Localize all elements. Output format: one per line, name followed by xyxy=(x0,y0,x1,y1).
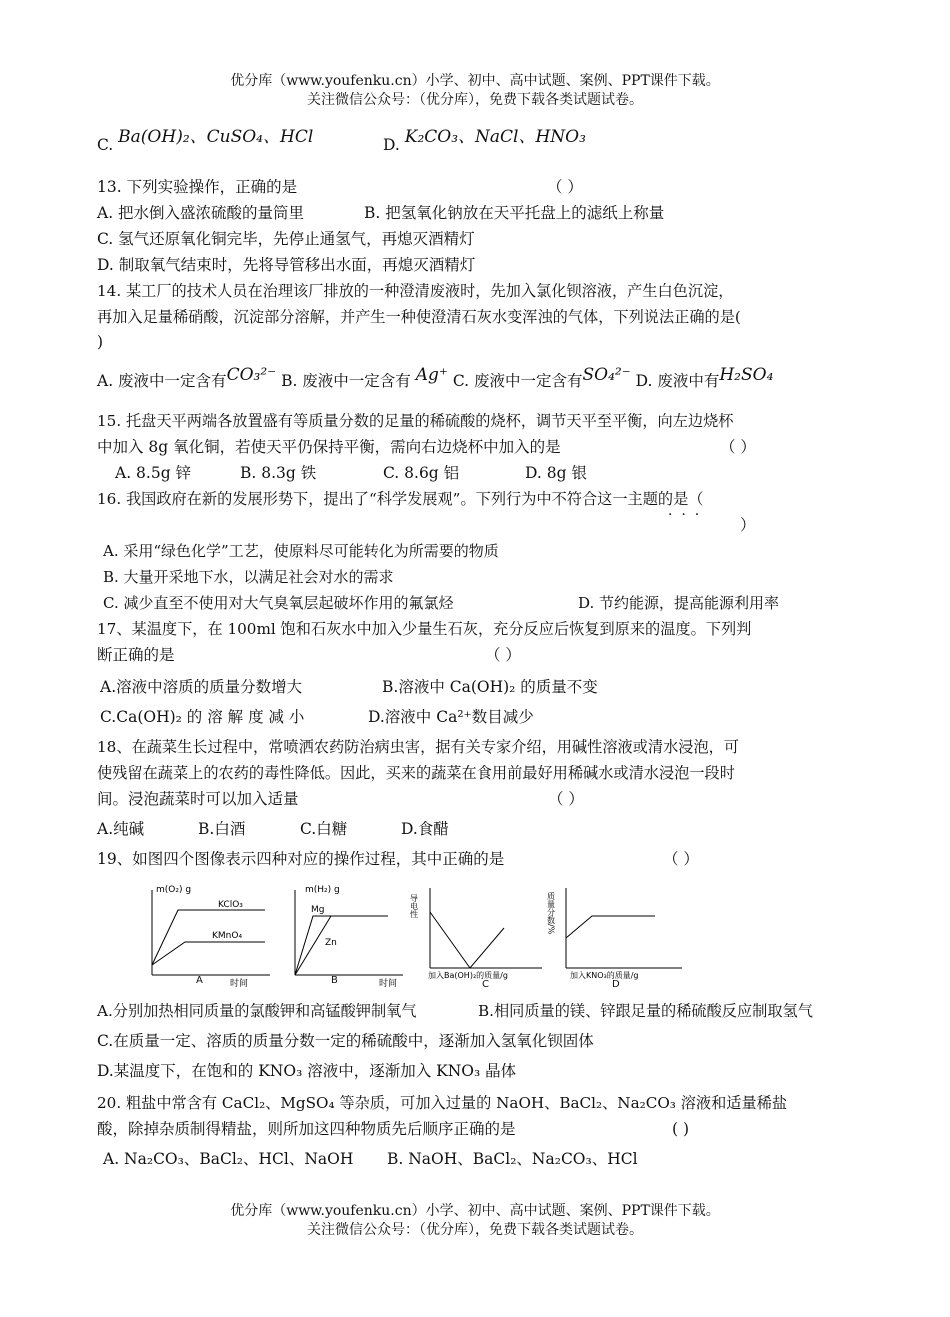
q14-option-d-text: D. 废液中有 xyxy=(635,372,720,390)
q14-option-d-formula: H₂SO₄ xyxy=(719,365,774,385)
graph-b-series1: Mg xyxy=(311,905,325,915)
q14-option-a-formula: CO₃²⁻ xyxy=(226,365,277,385)
q12-option-c-label: C. xyxy=(97,136,114,154)
q16-bracket-close: ） xyxy=(740,516,756,534)
q16-option-a: A. 采用“绿色化学”工艺，使原料尽可能转化为所需要的物质 xyxy=(103,542,499,560)
q13-option-b: B. 把氢氧化钠放在天平托盘上的滤纸上称量 xyxy=(364,204,665,222)
footer-line-2: 关注微信公众号：（优分库），免费下载各类试题试卷。 xyxy=(307,1222,643,1238)
graph-c-letter: C xyxy=(482,979,489,990)
q15-line-2: 中加入 8g 氧化铜，若使天平仍保持平衡，需向右边烧杯中加入的是 xyxy=(97,438,561,456)
graph-a-series2: KMnO₄ xyxy=(212,931,243,941)
graph-a-curve-kmno4 xyxy=(152,942,265,965)
q18-option-d: D.食醋 xyxy=(401,820,449,838)
q20-line-1: 20. 粗盐中常含有 CaCl₂、MgSO₄ 等杂质，可加入过量的 NaOH、BaCl₂、Na₂CO₃ 溶液和适量稀盐 xyxy=(97,1094,788,1112)
graph-a-svg xyxy=(140,880,275,990)
q17-option-d: D.溶液中 Ca²⁺数目减少 xyxy=(368,708,534,726)
q12-option-d-label: D. xyxy=(383,136,400,154)
q13-option-c: C. 氢气还原氧化铜完毕，先停止通氢气，再熄灭酒精灯 xyxy=(97,230,475,248)
graph-c-xlabel: 加入Ba(OH)₂的质量/g xyxy=(428,971,508,980)
graph-c-curve xyxy=(430,912,504,968)
graph-c xyxy=(409,880,547,994)
q19-option-a: A.分别加热相同质量的氯酸钾和高锰酸钾制氧气 xyxy=(97,1002,417,1020)
q15-bracket: （ ） xyxy=(720,438,756,456)
q14-option-b-formula: Ag⁺ xyxy=(415,365,448,385)
q20-bracket: ( ) xyxy=(672,1120,690,1138)
q19-option-c: C.在质量一定、溶质的质量分数一定的稀硫酸中，逐渐加入氢氧化钡固体 xyxy=(97,1032,594,1050)
q17-option-b: B.溶液中 Ca(OH)₂ 的质量不变 xyxy=(382,678,598,696)
q19-stem: 19、如图四个图像表示四种对应的操作过程，其中正确的是 xyxy=(97,850,505,868)
graph-a-ylabel: m(O₂) g xyxy=(156,885,192,895)
q14-line-3: ) xyxy=(97,333,104,351)
emphasis-dots: · · · xyxy=(668,507,700,523)
q13-option-d: D. 制取氧气结束时，先将导管移出水面，再熄灭酒精灯 xyxy=(97,256,476,274)
graph-b-series2: Zn xyxy=(325,938,337,948)
q18-line-2: 使残留在蔬菜上的农药的毒性降低。因此，买来的蔬菜在食用前最好用稀碱水或清水浸泡一段时 xyxy=(97,764,735,782)
q14-options xyxy=(97,365,774,391)
header-line-2: 关注微信公众号：（优分库），免费下载各类试题试卷。 xyxy=(307,92,643,108)
graph-d-svg xyxy=(546,880,690,990)
graph-b-ylabel: m(H₂) g xyxy=(305,885,340,895)
q18-line-3: 间。浸泡蔬菜时可以加入适量 xyxy=(97,790,299,808)
graph-c-svg xyxy=(409,880,547,990)
q17-line-2: 断正确的是 xyxy=(97,646,175,664)
graph-d-xlabel: 加入KNO₃的质量/g xyxy=(570,971,639,980)
q18-option-b: B.白酒 xyxy=(198,820,246,838)
q20-line-2: 酸，除掉杂质制得精盐，则所加这四种物质先后顺序正确的是 xyxy=(97,1120,516,1138)
q14-line-1: 14. 某工厂的技术人员在治理该厂排放的一种澄清废液时，先加入氯化钡溶液，产生白色沉淀， xyxy=(97,282,734,300)
q14-line-2: 再加入足量稀硝酸，沉淀部分溶解，并产生一种使澄清石灰水变浑浊的气体，下列说法正确的是( xyxy=(97,308,741,326)
q12-option-d-formula: K₂CO₃、NaCl、HNO₃ xyxy=(404,127,586,147)
q13-option-a: A. 把水倒入盛浓硫酸的量筒里 xyxy=(97,204,305,222)
graph-a-letter: A xyxy=(196,975,203,986)
q14-option-c-text: C. 废液中一定含有 xyxy=(452,372,583,390)
graph-a-xlabel: 时间 xyxy=(230,979,249,989)
q20-option-a: A. Na₂CO₃、BaCl₂、HCl、NaOH xyxy=(103,1150,354,1168)
graph-b-xlabel: 时间 xyxy=(379,979,398,989)
q17-line-1: 17、某温度下，在 100ml 饱和石灰水中加入少量生石灰，充分反应后恢复到原来的温度。下列判 xyxy=(97,620,752,638)
q12-option-d xyxy=(383,127,586,155)
q12-option-c-formula: Ba(OH)₂、CuSO₄、HCl xyxy=(118,127,314,147)
graph-b-curve-mg xyxy=(295,916,388,975)
q15-line-1: 15. 托盘天平两端各放置盛有等质量分数的足量的稀硫酸的烧杯，调节天平至平衡，向左边烧杯 xyxy=(97,412,734,430)
q16-option-b: B. 大量开采地下水，以满足社会对水的需求 xyxy=(103,568,394,586)
q16-option-c: C. 减少直至不使用对大气臭氧层起破坏作用的氟氯烃 xyxy=(103,594,454,612)
q16-line-1: 16. 我国政府在新的发展形势下，提出了“科学发展观”。下列行为中不符合这一主题的是（ xyxy=(97,490,704,508)
graph-a xyxy=(140,880,275,994)
footer-line-1: 优分库（www.youfenku.cn）小学、初中、高中试题、案例、PPT课件下载。 xyxy=(230,1203,720,1219)
graph-d-ylabel: 质量分数/% xyxy=(546,892,556,935)
q18-option-c: C.白糖 xyxy=(300,820,348,838)
q15-option-b: B. 8.3g 铁 xyxy=(240,464,317,482)
q14-option-b-text: B. 废液中一定含有 xyxy=(281,372,411,390)
graph-a-curve-kclo3 xyxy=(152,910,265,965)
q14-option-a-text: A. 废液中一定含有 xyxy=(97,372,227,390)
q18-line-1: 18、在蔬菜生长过程中，常喷洒农药防治病虫害，据有关专家介绍，用碱性溶液或清水浸泡，可 xyxy=(97,738,740,756)
q12-option-c xyxy=(97,127,314,155)
graph-a-series1: KClO₃ xyxy=(218,900,243,910)
q15-option-c: C. 8.6g 铝 xyxy=(383,464,460,482)
graph-d-curve xyxy=(566,916,655,938)
header-line-1: 优分库（www.youfenku.cn）小学、初中、高中试题、案例、PPT课件下载。 xyxy=(230,73,720,89)
q15-option-a: A. 8.5g 锌 xyxy=(115,464,192,482)
q17-option-a: A.溶液中溶质的质量分数增大 xyxy=(100,678,303,696)
graph-d-letter: D xyxy=(612,979,620,990)
q16-option-d: D. 节约能源，提高能源利用率 xyxy=(578,594,780,612)
graph-b-svg xyxy=(283,880,408,990)
q19-bracket: （ ） xyxy=(663,850,699,868)
q13-stem: 13. 下列实验操作，正确的是 xyxy=(97,178,298,196)
q17-option-c: C.Ca(OH)₂ 的 溶 解 度 减 小 xyxy=(100,708,305,726)
q18-bracket: （ ） xyxy=(548,790,584,808)
q18-option-a: A.纯碱 xyxy=(97,820,145,838)
graph-b-letter: B xyxy=(331,975,338,986)
q17-bracket: （ ） xyxy=(485,646,521,664)
graph-b xyxy=(283,880,408,994)
graph-d xyxy=(546,880,690,994)
q14-option-c-formula: SO₄²⁻ xyxy=(582,365,631,385)
q20-option-b: B. NaOH、BaCl₂、Na₂CO₃、HCl xyxy=(387,1150,638,1168)
q15-option-d: D. 8g 银 xyxy=(525,464,587,482)
q13-bracket: （ ） xyxy=(547,178,583,196)
q19-option-b: B.相同质量的镁、锌跟足量的稀硫酸反应制取氢气 xyxy=(478,1002,813,1020)
graph-c-ylabel: 导电性 xyxy=(409,894,419,918)
q19-option-d: D.某温度下，在饱和的 KNO₃ 溶液中，逐渐加入 KNO₃ 晶体 xyxy=(97,1062,517,1080)
